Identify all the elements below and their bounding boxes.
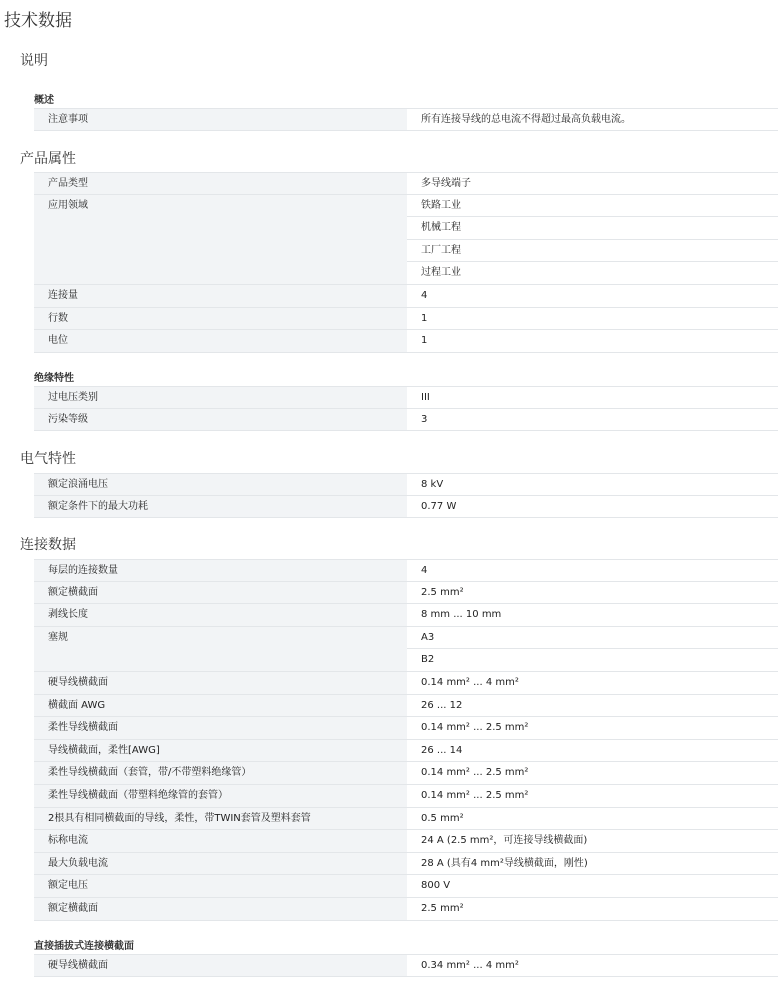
row-label [34,262,407,285]
row-label: 额定横截面 [34,898,407,921]
row-value: 所有连接导线的总电流不得超过最高负载电流。 [407,108,778,131]
row-value: 0.14 mm² ... 4 mm² [407,672,778,695]
row-label [34,649,407,672]
table-row [34,172,778,195]
section-heading-product-properties: 产品属性 [20,151,76,167]
row-value: 800 V [407,875,778,898]
row-value: 4 [407,285,778,308]
table-row [34,330,778,353]
table-connection-data [34,559,778,921]
row-label: 导线横截面，柔性[AWG] [34,740,407,763]
row-label: 额定电压 [34,875,407,898]
row-label: 标称电流 [34,830,407,853]
table-row [34,740,778,763]
table-row [34,496,778,519]
row-value: 0.14 mm² ... 2.5 mm² [407,762,778,785]
row-value: 0.77 W [407,496,778,519]
row-label: 额定浪涌电压 [34,473,407,496]
row-value: 0.5 mm² [407,808,778,831]
section-heading-connection-data: 连接数据 [20,537,76,553]
page-title: 技术数据 [4,11,72,31]
row-label: 额定条件下的最大功耗 [34,496,407,519]
row-value: 机械工程 [407,217,778,240]
row-label: 柔性导线横截面（套管，带/不带塑料绝缘管） [34,762,407,785]
table-row [34,762,778,785]
table-row [34,875,778,898]
row-label [34,217,407,240]
row-value: 2.5 mm² [407,898,778,921]
table-row [34,473,778,496]
subheading-overview: 概述 [34,95,54,106]
row-label: 污染等级 [34,409,407,432]
section-heading-description: 说明 [20,53,48,69]
row-label: 过电压类别 [34,386,407,409]
row-value: 3 [407,409,778,432]
row-value: B2 [407,649,778,672]
row-value: 1 [407,308,778,331]
row-value: 26 ... 12 [407,695,778,718]
row-value: 24 A (2.5 mm²，可连接导线横截面) [407,830,778,853]
row-value: A3 [407,627,778,650]
table-row [34,409,778,432]
row-value: 26 ... 14 [407,740,778,763]
table-row [34,695,778,718]
table-row [34,672,778,695]
row-label: 应用领域 [34,195,407,218]
table-row [34,627,778,650]
table-row [34,649,778,672]
row-label: 横截面 AWG [34,695,407,718]
row-label: 硬导线横截面 [34,672,407,695]
table-insulation [34,386,778,431]
row-value: III [407,386,778,409]
table-product-properties [34,172,778,353]
table-row [34,717,778,740]
table-row [34,785,778,808]
row-label: 柔性导线横截面（带塑料绝缘管的套管） [34,785,407,808]
row-label: 注意事项 [34,108,407,131]
row-label: 剥线长度 [34,604,407,627]
row-value: 8 kV [407,473,778,496]
table-row [34,262,778,285]
table-row [34,386,778,409]
table-row [34,582,778,605]
table-row [34,195,778,218]
row-label: 每层的连接数量 [34,559,407,582]
table-row [34,240,778,263]
row-value: 过程工业 [407,262,778,285]
table-row [34,308,778,331]
row-label: 连接量 [34,285,407,308]
table-row [34,898,778,921]
table-row [34,830,778,853]
table-row [34,954,778,977]
row-label: 硬导线横截面 [34,954,407,977]
table-row [34,108,778,131]
row-label: 额定横截面 [34,582,407,605]
table-row [34,853,778,876]
section-heading-electrical: 电气特性 [20,451,76,467]
row-label: 柔性导线横截面 [34,717,407,740]
row-label [34,240,407,263]
row-value: 4 [407,559,778,582]
row-value: 28 A (具有4 mm²导线横截面，刚性) [407,853,778,876]
row-label: 塞规 [34,627,407,650]
subheading-push-in-cross-section: 直接插拔式连接横截面 [34,941,134,952]
table-row [34,808,778,831]
row-label: 最大负载电流 [34,853,407,876]
table-row [34,217,778,240]
table-push-in-cross-section [34,954,778,977]
row-value: 2.5 mm² [407,582,778,605]
row-value: 8 mm ... 10 mm [407,604,778,627]
row-value: 0.14 mm² ... 2.5 mm² [407,717,778,740]
row-value: 1 [407,330,778,353]
row-value: 工厂工程 [407,240,778,263]
table-row [34,285,778,308]
row-label: 2根具有相同横截面的导线，柔性，带TWIN套管及塑料套管 [34,808,407,831]
row-value: 0.14 mm² ... 2.5 mm² [407,785,778,808]
subheading-insulation: 绝缘特性 [34,373,74,384]
row-value: 铁路工业 [407,195,778,218]
row-label: 产品类型 [34,172,407,195]
row-value: 0.34 mm² ... 4 mm² [407,954,778,977]
row-label: 行数 [34,308,407,331]
table-row [34,604,778,627]
row-label: 电位 [34,330,407,353]
table-row [34,559,778,582]
table-overview [34,108,778,131]
table-electrical [34,473,778,518]
row-value: 多导线端子 [407,172,778,195]
